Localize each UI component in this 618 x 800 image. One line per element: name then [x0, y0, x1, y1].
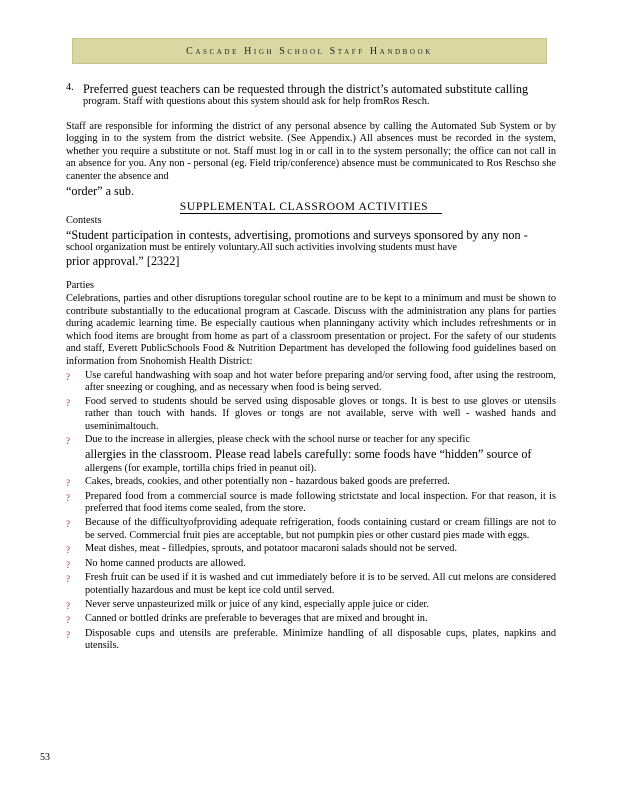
list-item [66, 517, 556, 542]
list-item-text: No home canned products are allowed. [85, 557, 246, 569]
absence-paragraph: Staff are responsible for informing the district of any personal absence by calling the Automated Sub System or by logging in to the system from the district website. (See Appendix.) All absences must be recorded in the system, whether you require a substitute or not. Staff must log in or call in to the system personally; the office can not call in an absence for you. Any non - personal (eg. Field trip/conference) absence must be communicated to Ros Reschso she canenter the absence and [66, 120, 556, 182]
list-item [66, 572, 556, 597]
list-item [66, 434, 556, 475]
allergy-warning-text: allergies in the classroom. Please read labels carefully: some foods have “hidden” source of [85, 447, 532, 462]
list-item [66, 476, 556, 490]
numbered-item-4 [66, 82, 556, 109]
page-body [66, 82, 556, 654]
parties-paragraph: Celebrations, parties and other disruptions toregular school routine are to be kept to a minimum and must be shown to contribute substantially to the educational program at Cascade. Discuss with the administration any plans for parties during academic learning time. Be especially cautious when planningany activity which includes refreshments or in which food items are brought from home as part of a classroom presentation or project. For the safety of our students and staff, Everett PublicSchools Food & Nutrition Department has developed the following food guidelines based on information from Snohomish Health District: [66, 292, 556, 367]
list-item-text: Meat dishes, meat - filledpies, sprouts, and potatoor macaroni salads should not be served. [85, 543, 458, 555]
item-4-text-cont: program. Staff with questions about this system should ask for help fromRos Resch. [83, 96, 430, 107]
bullet-icon: ? [66, 600, 70, 611]
list-item [66, 613, 556, 627]
list-item-text-cont: allergens (for example, tortilla chips fried in peanut oil). [85, 462, 317, 474]
bullet-icon: ? [66, 629, 70, 640]
list-item-text: Due to the increase in allergies, please check with the school nurse or teacher for any specific [85, 434, 470, 446]
item-4-text: Preferred guest teachers can be requested through the district’s automated substitute calling [83, 82, 529, 96]
food-guidelines-list [66, 370, 556, 653]
contests-quote-tail: prior approval.” [2322] [66, 254, 180, 269]
list-item [66, 543, 556, 557]
bullet-icon: ? [66, 478, 70, 489]
list-item-text: Never serve unpasteurized milk or juice of any kind, especially apple juice or cider. [85, 598, 429, 610]
list-item [66, 370, 556, 395]
running-header-title: Cascade High School Staff Handbook [186, 45, 433, 57]
list-item-text: Prepared food from a commercial source is made following strictstate and local inspection. For that reason, it is preferred that food items come sealed, from the store. [85, 490, 556, 515]
list-item-text: Food served to students should be served using disposable gloves or tongs. It is best to use gloves or utensils rather than touch with hands. If gloves or tongs are not available, serve with well - washed hands and useminimaltouch. [85, 395, 556, 432]
page-number: 53 [40, 752, 50, 763]
contests-quote-lead: “Student participation in contests, advertising, promotions and surveys sponsored by any non - [66, 227, 528, 242]
contests-quote-mid: school organization must be entirely voluntary.All such activities involving students must have [66, 241, 457, 253]
list-item [66, 558, 556, 572]
bullet-icon: ? [66, 559, 70, 570]
bullet-icon: ? [66, 519, 70, 530]
bullet-icon: ? [66, 436, 70, 447]
list-item-text: Canned or bottled drinks are preferable to beverages that are mixed and brought in. [85, 613, 428, 625]
section-heading-text: SUPPLEMENTAL CLASSROOM ACTIVITIES [180, 200, 442, 214]
bullet-icon: ? [66, 545, 70, 556]
parties-heading: Parties [66, 280, 95, 292]
list-item [66, 396, 556, 434]
list-item-text: Fresh fruit can be used if it is washed and cut immediately before it is to be served. All cut melons are considered potentially hazardous and must be kept ice cold until served. [85, 572, 556, 596]
list-item [66, 628, 556, 653]
list-item-text: Because of the difficultyofproviding adequate refrigeration, foods containing custard or cream fillings are not to be served. Commercial fruit pies are acceptable, but not pumpkin pies or other custard pies made with eggs. [85, 517, 556, 541]
list-item-text: Use careful handwashing with soap and hot water before preparing and/or serving food, after using the restroom, after sneezing or coughing, and as necessary when food is being served. [85, 369, 556, 394]
bullet-icon: ? [66, 574, 70, 585]
contests-heading: Contests [66, 215, 102, 227]
bullet-icon: ? [66, 397, 70, 408]
list-item-text: Cakes, breads, cookies, and other potentially non - hazardous baked goods are preferred. [85, 476, 450, 488]
section-heading [66, 201, 556, 214]
header-band [72, 38, 547, 64]
list-item [66, 599, 556, 613]
absence-paragraph-tail: “order” a sub. [66, 183, 135, 198]
bullet-icon: ? [66, 492, 70, 503]
bullet-icon: ? [66, 371, 70, 382]
list-item [66, 491, 556, 516]
list-item-text: Disposable cups and utensils are preferable. Minimize handling of all disposable cups, plates, napkins and utensils. [85, 627, 556, 652]
item-number: 4. [66, 82, 74, 93]
bullet-icon: ? [66, 615, 70, 626]
